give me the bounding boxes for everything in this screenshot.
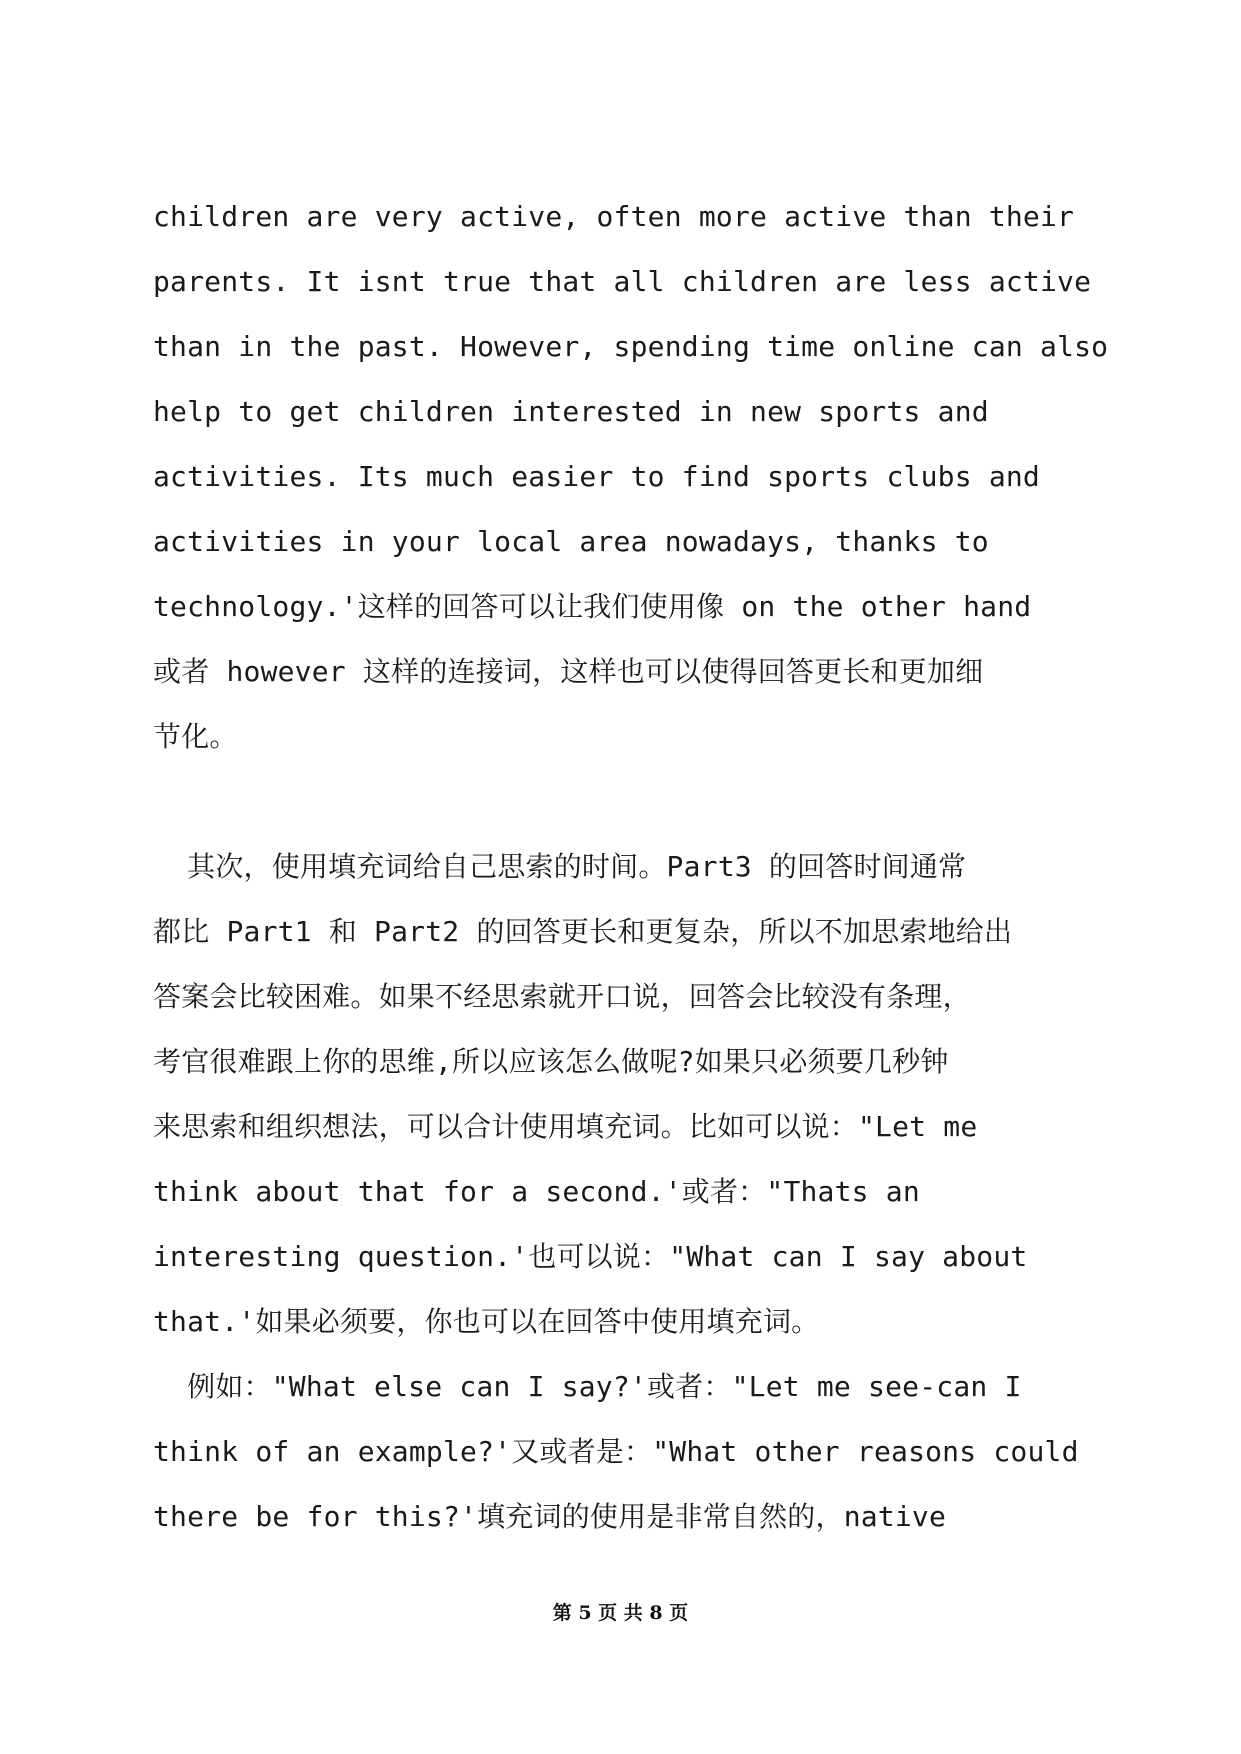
text-line: there be for this?'填充词的使用是非常自然的，native [153,1500,947,1533]
document-body [153,184,1113,1549]
text-line: 其次，使用填充词给自己思索的时间。Part3 的回答时间通常 [153,850,967,883]
text-line: interesting question.'也可以说："What can I say about [153,1240,1028,1273]
text-line: 都比 Part1 和 Part2 的回答更长和更复杂，所以不加思索地给出 [153,915,1013,948]
text-line: 考官很难跟上你的思维,所以应该怎么做呢?如果只必须要几秒钟 [153,1045,949,1078]
text-line: parents. It isnt true that all children are less active [153,265,1092,298]
text-line: 或者 however 这样的连接词，这样也可以使得回答更长和更加细 [153,655,984,688]
paragraph-3 [153,1354,1113,1549]
text-line: activities in your local area nowadays, thanks to [153,525,989,558]
text-line: help to get children interested in new sports and [153,395,989,428]
paragraph-1 [153,184,1113,769]
text-line: 来思索和组织想法，可以合计使用填充词。比如可以说："Let me [153,1110,978,1143]
text-line: 答案会比较困难。如果不经思索就开口说，回答会比较没有条理， [153,980,971,1013]
text-line: children are very active, often more active than their [153,200,1075,233]
text-line: 例如："What else can I say?'或者："Let me see-can I [153,1370,1022,1403]
text-line: activities. Its much easier to find sports clubs and [153,460,1040,493]
text-line: think of an example?'又或者是："What other reasons could [153,1435,1079,1468]
page-number-footer: 第 5 页 共 8 页 [552,1602,689,1624]
text-line: 节化。 [153,720,238,753]
text-line: technology.'这样的回答可以让我们使用像 on the other hand [153,590,1032,623]
paragraph-spacer [153,769,1113,834]
text-line: that.'如果必须要，你也可以在回答中使用填充词。 [153,1305,820,1338]
text-line: think about that for a second.'或者："Thats an [153,1175,920,1208]
text-line: than in the past. However, spending time online can also [153,330,1109,363]
paragraph-2 [153,834,1113,1354]
